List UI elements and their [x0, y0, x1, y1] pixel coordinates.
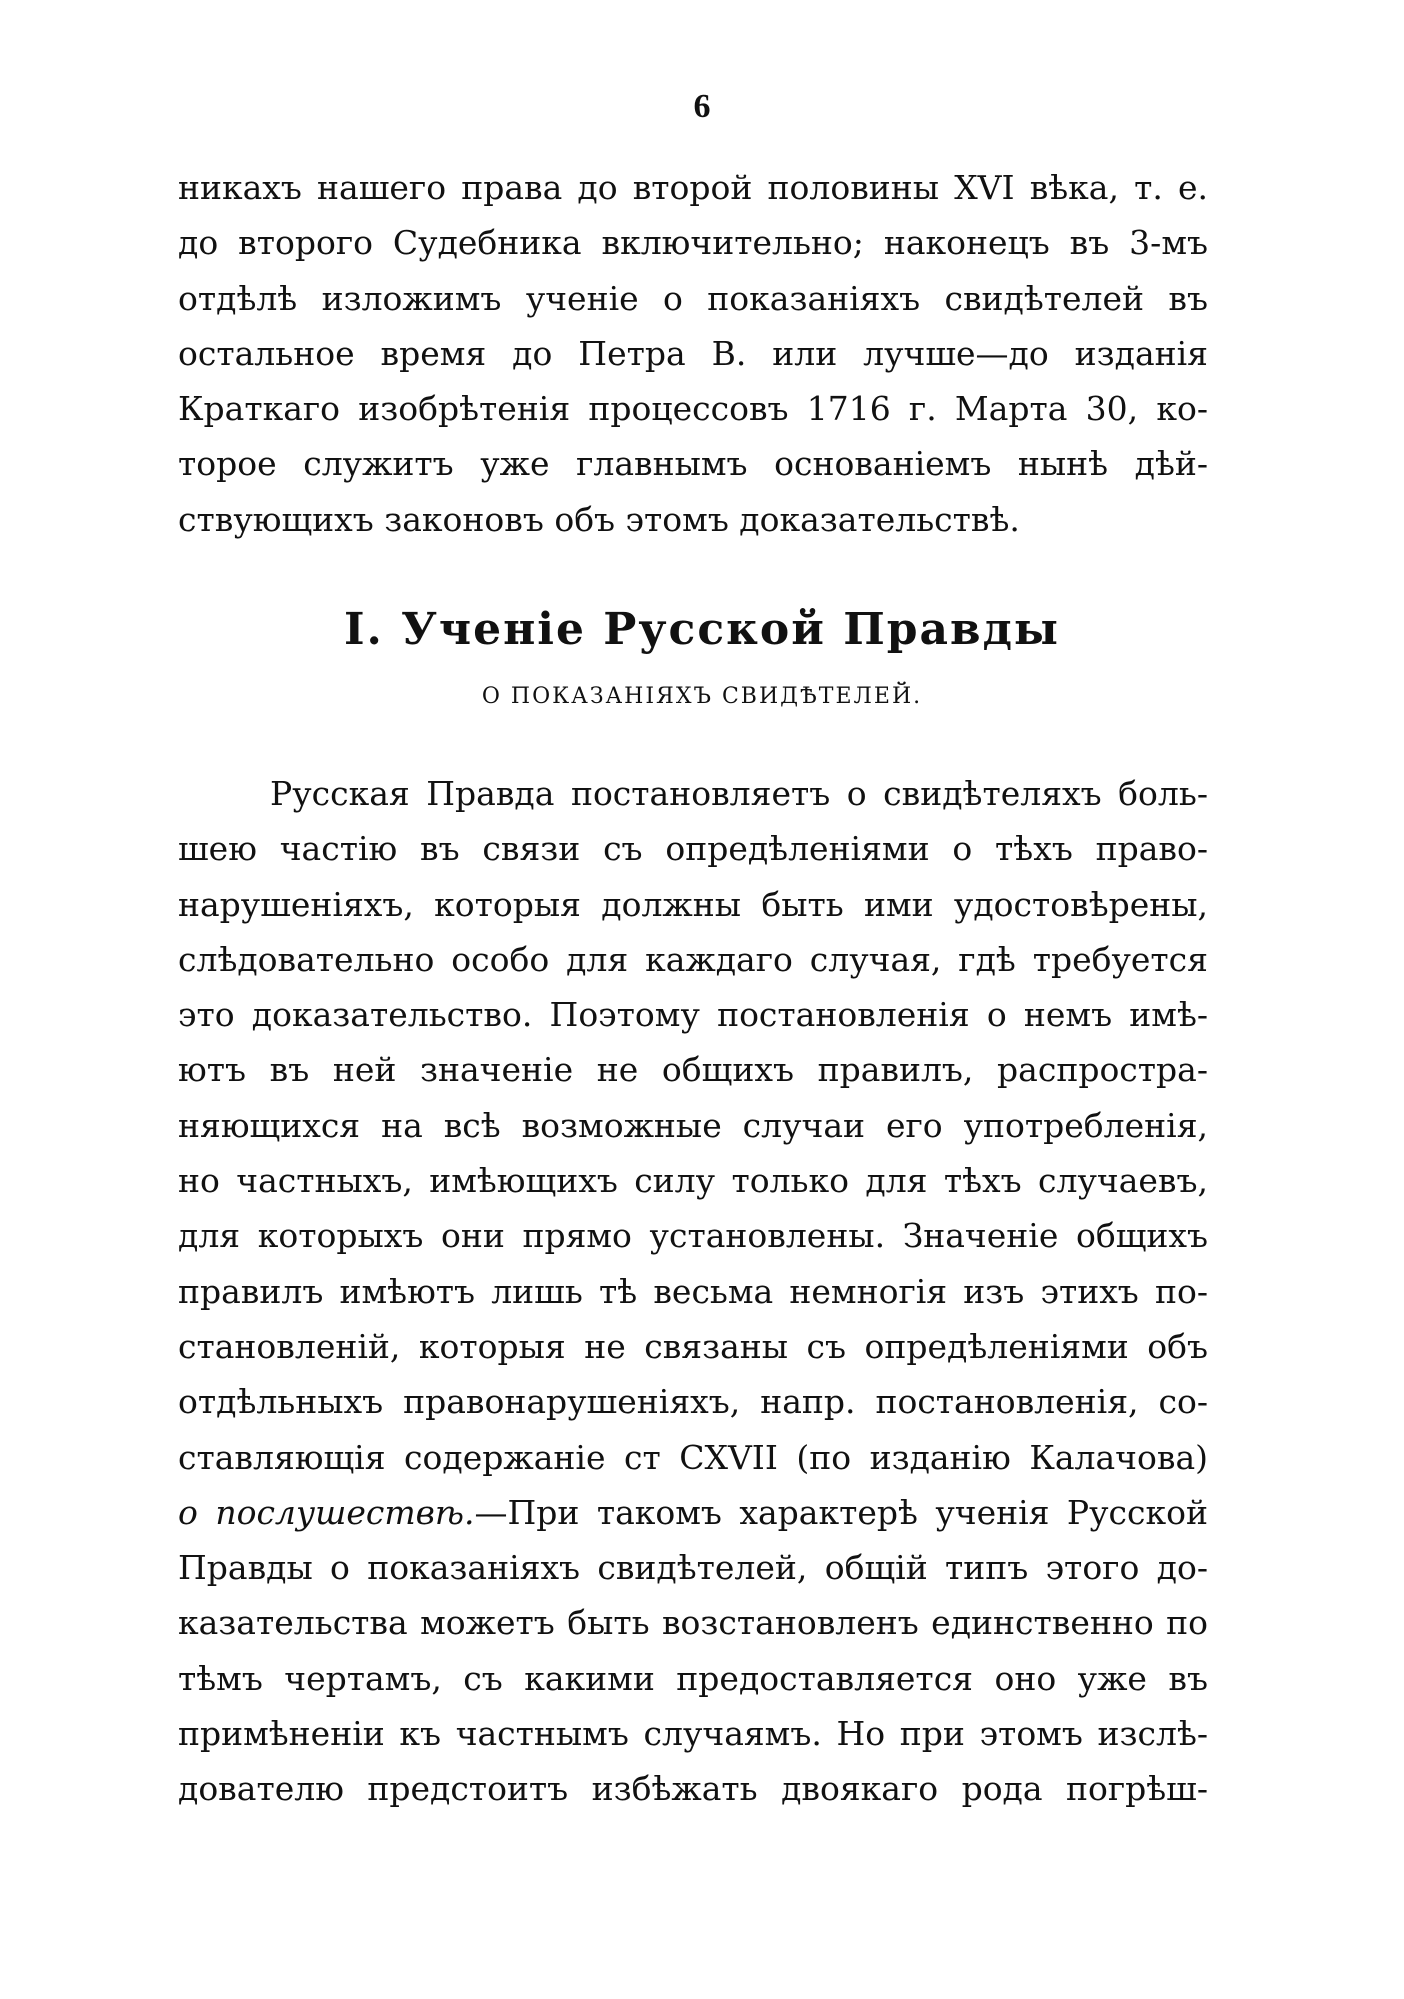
- text-line: до второго Судебника включительно; наконецъ въ 3-мъ: [178, 223, 1208, 263]
- text-line: Краткаго изобрѣтенія процессовъ 1716 г. Марта 30, ко-: [178, 389, 1208, 429]
- text-line: казательства можетъ быть возстановленъ единственно по: [178, 1603, 1208, 1643]
- intro-paragraph: [178, 160, 1208, 547]
- text-line: Русская Правда постановляетъ о свидѣтеляхъ боль-: [270, 774, 1208, 813]
- text-line: ствующихъ законовъ объ этомъ доказательствѣ.: [178, 499, 1020, 539]
- text-line: становленій, которыя не связаны съ опредѣленіями объ: [178, 1326, 1208, 1366]
- text-line: остальное время до Петра В. или лучше—до изданія: [178, 333, 1208, 373]
- text-line: няющихся на всѣ возможные случаи его употребленія,: [178, 1105, 1208, 1145]
- italic-phrase: о послушествѣ.: [178, 1492, 475, 1532]
- text-line: ставляющія содержаніе ст CXVII (по изданію Калачова): [178, 1437, 1208, 1477]
- text-line: дователю предстоитъ избѣжать двоякаго рода погрѣш-: [178, 1769, 1208, 1809]
- section-heading: I. Ученіе Русской Правды: [343, 604, 1061, 655]
- text-line: для которыхъ они прямо установлены. Значеніе общихъ: [178, 1216, 1208, 1256]
- text-line: слѣдовательно особо для каждаго случая, гдѣ требуется: [178, 939, 1208, 979]
- text-line: Правды о показаніяхъ свидѣтелей, общій типъ этого до-: [178, 1548, 1208, 1588]
- text-line: шею частію въ связи съ опредѣленіями о тѣхъ право-: [178, 829, 1208, 869]
- text-line: отдѣльныхъ правонарушеніяхъ, напр. постановленія, со-: [178, 1382, 1208, 1422]
- text-line-italic-phrase: [178, 1485, 1208, 1540]
- text-line: торое служитъ уже главнымъ основаніемъ нынѣ дѣй-: [178, 444, 1208, 484]
- page-number: 6: [693, 88, 711, 125]
- text-line: ютъ въ ней значеніе не общихъ правилъ, распростра-: [178, 1050, 1208, 1090]
- italic-line-rest: —При такомъ характерѣ ученія Русской: [474, 1492, 1208, 1532]
- body-paragraph: [178, 766, 1208, 1817]
- text-line: но частныхъ, имѣющихъ силу только для тѣхъ случаевъ,: [178, 1161, 1208, 1201]
- text-line: примѣненіи къ частнымъ случаямъ. Но при этомъ изслѣ-: [178, 1714, 1208, 1754]
- text-line: отдѣлѣ изложимъ ученіе о показаніяхъ свидѣтелей въ: [178, 278, 1208, 318]
- text-line: тѣмъ чертамъ, съ какими предоставляется оно уже въ: [178, 1658, 1208, 1698]
- text-line: нарушеніяхъ, которыя должны быть ими удостовѣрены,: [178, 884, 1208, 924]
- text-line: это доказательство. Поэтому постановленія о немъ имѣ-: [178, 995, 1208, 1035]
- section-subheading: О ПОКАЗАНІЯХЪ СВИДѢТЕЛЕЙ.: [481, 684, 923, 709]
- text-line: правилъ имѣютъ лишь тѣ весьма немногія изъ этихъ по-: [178, 1271, 1208, 1311]
- text-line: никахъ нашего права до второй половины XVI вѣка, т. е.: [178, 168, 1208, 207]
